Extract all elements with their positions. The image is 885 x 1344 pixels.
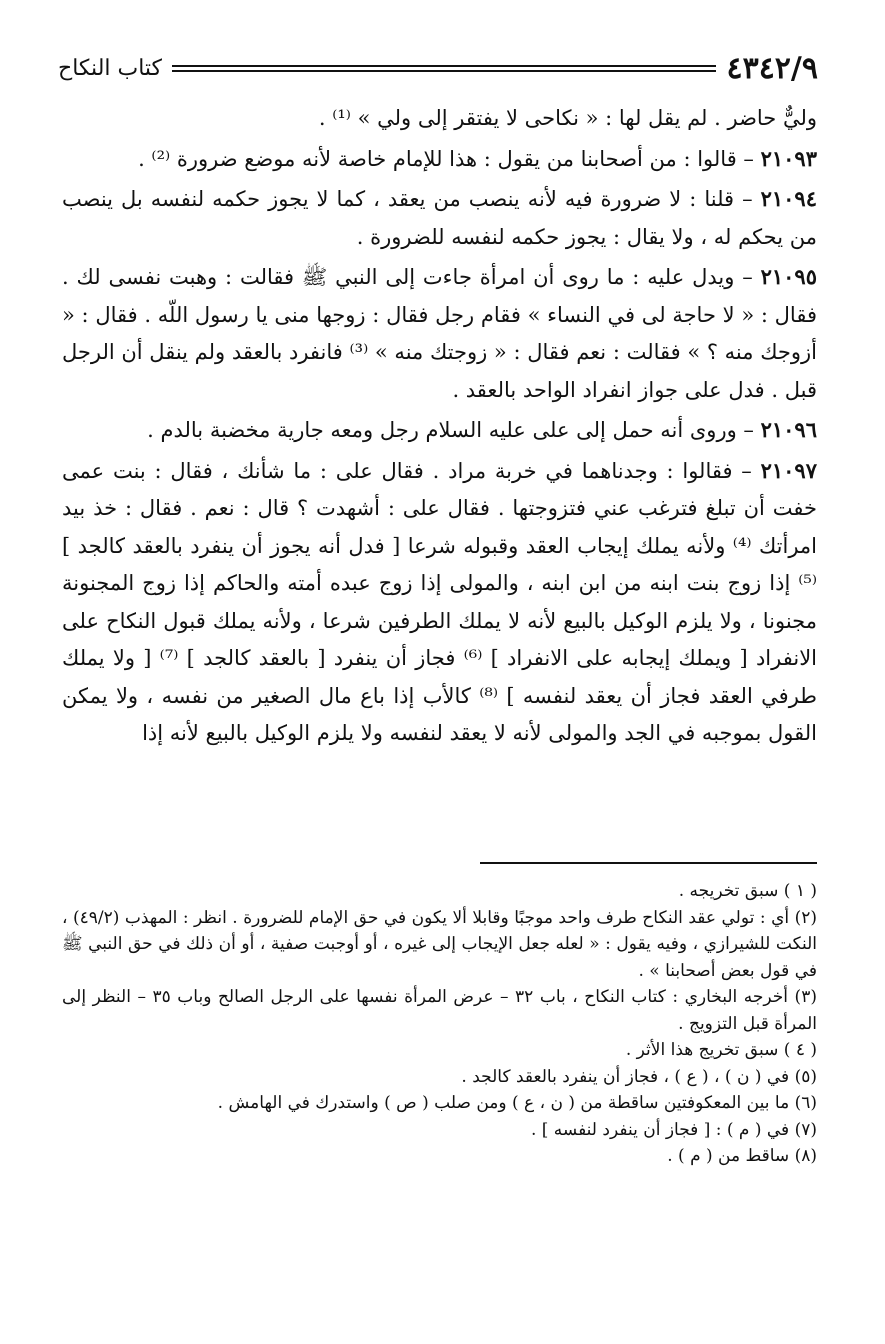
footnote-3: (٣) أخرجه البخاري : كتاب النكاح ، باب ٣٢ – عرض المرأة نفسها على الرجل الصالح وباب ٣٥ – النظر إلى المرأة قبل التزويج . <box>62 987 817 1034</box>
book-title: كتاب النكاح <box>58 55 163 81</box>
paragraph-21094 <box>62 180 817 256</box>
footnote-6: (٦) ما بين المعكوفتين ساقطة من ( ن ، ع ) ومن صلب ( ص ) واستدرك في الهامش . <box>217 1093 817 1113</box>
footnote-2: (٢) أي : تولي عقد النكاح طرف واحد موجبًا وقابلا ألا يكون في حق الإمام للضرورة . انظر : المهذب (٤٩/٢) ، النكت للشيرازي ، وفيه يقول : « لعله جعل الإيجاب إلى غيره ، أو أوجبت صفية ، أو أن ذلك في حق النبي ﷺ في قول بعض أصحابنا » . <box>62 907 817 981</box>
paragraph-text: – ويدل عليه : ما روى أن امرأة جاءت إلى النبي ﷺ فقالت : وهبت نفسى لك . فقال : « لا حاجة لى في النساء » فقام رجل فقال : زوجها منى يا رسول اللّه . فقال : « أزوجك منه ؟ » فقالت : نعم فقال : « زوجتك منه » ⁽³⁾ فانفرد بالعقد ولم ينقل أن الرجل قبل . فدل على جواز انفراد الواحد بالعقد . <box>61 265 817 402</box>
footnote-1: ( ١ ) سبق تخريجه . <box>678 881 817 901</box>
paragraph-number: ٢١٠٩٧ <box>760 457 817 483</box>
paragraph-text: – قلنا : لا ضرورة فيه لأنه ينصب من يعقد ، كما لا يجوز حكمه لنفسه بل ينصب من يحكم له ، ولا يقال : يجوز حكمه لنفسه للضرورة . <box>62 187 817 249</box>
paragraph-number: ٢١٠٩٣ <box>760 145 817 171</box>
header-rule <box>172 65 716 72</box>
paragraph-text: – قالوا : من أصحابنا من يقول : هذا للإمام خاصة لأنه موضع ضرورة ⁽²⁾ . <box>138 146 761 171</box>
footnote-separator <box>480 862 817 864</box>
paragraph-number: ٢١٠٩٥ <box>760 264 817 289</box>
page-number: ٤٣٤٢/٩ <box>726 50 818 86</box>
paragraph-text: – فقالوا : وجدناهما في خربة مراد . فقال على : ما شأنك ، فقال : بنت عمى خفت أن تبلغ فترغب عني فتزوجتها . فقال على : أشهدت ؟ قال : نعم . فقال : خذ بيد امرأتك ⁽⁴⁾ ولأنه يملك إيجاب العقد وقبوله شرعا [ فدل أنه يجوز أن ينفرد بالعقد كالجد ] ⁽⁵⁾ إذا زوج بنت ابنه من ابن ابنه ، والمولى إذا زوج عبده أمته والحاكم إذا زوج المجنونة مجنونا ، ولا يلزم الوكيل بالبيع لأنه لا يملك الطرفين شرعا ، ولأنه يملك قبول النكاح على الانفراد [ ويملك إيجابه على الانفراد ] ⁽⁶⁾ فجاز أن ينفرد [ بالعقد كالجد ] ⁽⁷⁾ [ ولا يملك طرفي العقد فجاز أن يعقد لنفسه ] ⁽⁸⁾ كالأب إذا باع مال الصغير من نفسه ، ولا يمكن القول بموجبه في الجد والمولى لأنه لا يعقد لنفسه ولا يلزم الوكيل بالبيع لأنه إذا <box>62 458 818 745</box>
paragraph-21097 <box>62 452 817 753</box>
main-text <box>62 100 817 753</box>
text-line: وليٌّ حاضر . لم يقل لها : « نكاحى لا يفتقر إلى ولي » ⁽¹⁾ . <box>318 106 817 130</box>
paragraph-number: ٢١٠٩٤ <box>760 186 817 211</box>
paragraph-21093 <box>62 140 817 179</box>
footnotes <box>62 878 817 1170</box>
footnote-7: (٧) في ( م ) : [ فجاز أن ينفرد لنفسه ] . <box>530 1119 817 1140</box>
paragraph-21096 <box>62 411 817 450</box>
footnote-4: ( ٤ ) سبق تخريج هذا الأثر . <box>625 1040 817 1060</box>
paragraph-text: – وروى أنه حمل إلى على عليه السلام رجل ومعه جارية مخضبة بالدم . <box>147 418 761 442</box>
footnote-5: (٥) في ( ن ) ، ( ع ) ، فجاز أن ينفرد بالعقد كالجد . <box>461 1066 817 1087</box>
footnote-8: (٨) ساقط من ( م ) . <box>667 1146 817 1166</box>
paragraph-number: ٢١٠٩٦ <box>760 417 817 442</box>
page-header <box>58 48 818 88</box>
paragraph-21095 <box>62 258 817 409</box>
